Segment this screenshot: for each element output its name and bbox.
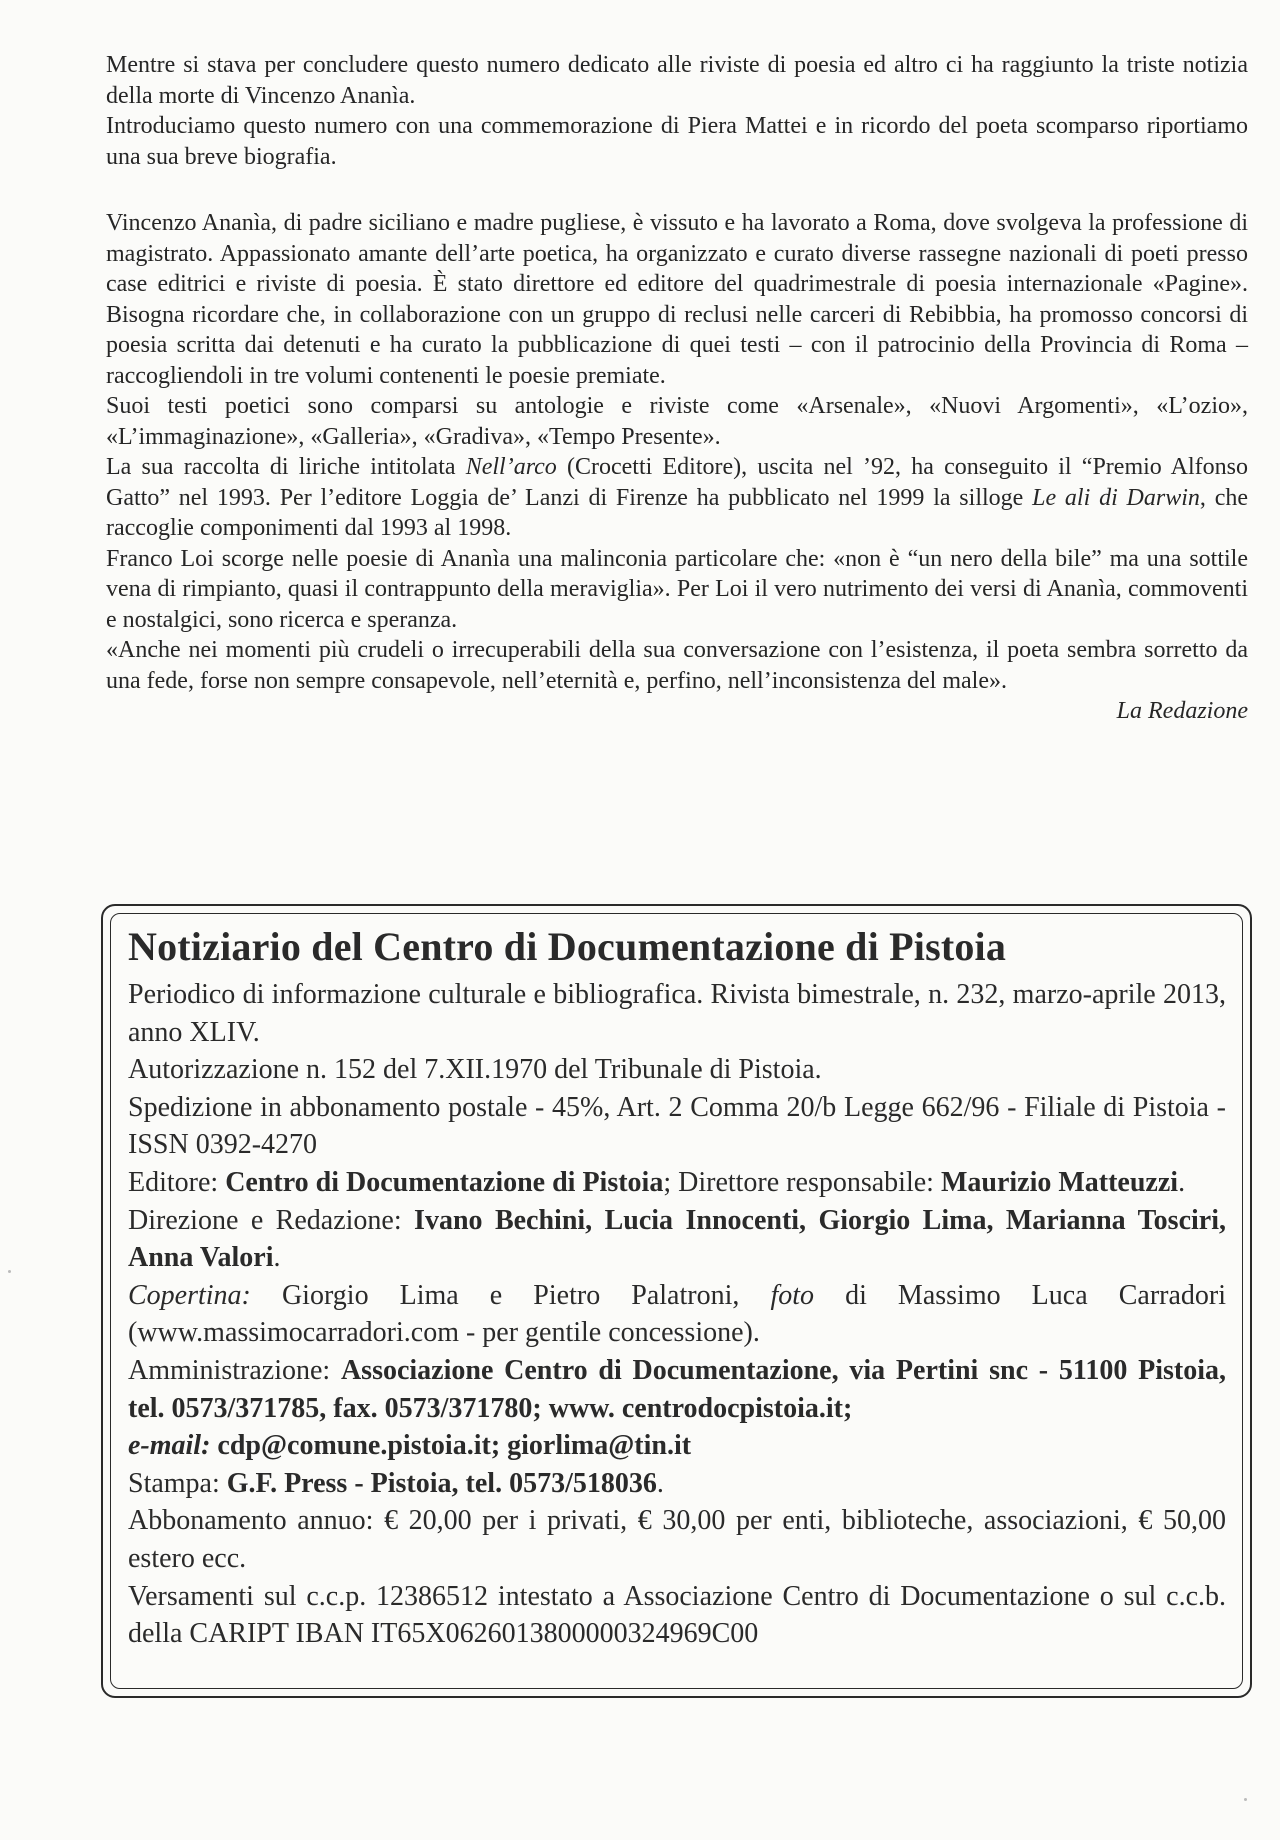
cover-label: Copertina: (128, 1279, 251, 1311)
bio-p3-text-a: La sua raccolta di liriche intitolata (106, 454, 466, 480)
colophon-payments: Versamenti sul c.c.p. 12386512 intestato a Associazione Centro di Documentazione o sul c.c.b. della CARIPT IBAN IT65X0626013800000324969C00 (128, 1580, 1226, 1650)
colophon-authorization: Autorizzazione n. 152 del 7.XII.1970 del Tribunale di Pistoia. (128, 1054, 822, 1086)
editor-label: Editore: (128, 1166, 226, 1198)
bio-paragraph-1: Vincenzo Ananìa, di padre siciliano e madre pugliese, è vissuto e ha lavorato a Roma, dove svolgeva la professione di magistrato. Appassionato amante dell’arte poetica, ha organizzato e curato diverse rassegne nazionali di poeti presso case editrici e riviste di poesia. È stato direttore ed editore del quadrimestrale di poesia internazionale «Pagine». Bisogna ricordare che, in collaborazione con un gruppo di reclusi nelle carceri di Rebibbia, ha promosso concorsi di poesia scritta dai detenuti e ha curato la pubblicazione di quei testi – con il patrocinio della Provincia di Roma – raccogliendoli in tre volumi contenenti le poesie premiate. (106, 210, 1248, 389)
admin-value: Associazione Centro di Documentazione, via Pertini snc - 51100 Pistoia, tel. 0573/371785, fax. 0573/371780; www. centrodocpistoia.it; (128, 1354, 1226, 1424)
email-label: e-mail: (128, 1430, 211, 1462)
colophon-box (101, 904, 1252, 1698)
editorial-value: Ivano Bechini, Lucia Innocenti, Giorgio Lima, Marianna Tosciri, Anna Valori (128, 1204, 1226, 1274)
director-value: Maurizio Matteuzzi (940, 1166, 1179, 1198)
colophon-print: Stampa: G.F. Press - Pistoia, tel. 0573/518036. (128, 1467, 664, 1499)
colophon-cover (128, 1277, 1226, 1352)
cover-text-a: Giorgio Lima e Pietro Palatroni, (250, 1279, 771, 1311)
editorial-label: Direzione e Redazione: (128, 1204, 415, 1236)
bio-p3-text-b: (Crocetti Editore), uscita nel ’92, ha conseguito il “Premio Alfonso Gatto” nel 1993. Per l’editore Loggia de’ Lanzi di Firenze ha pubblicato nel 1999 la silloge (106, 454, 1248, 511)
intro-paragraph-2: Introduciamo questo numero con una commemorazione di Piera Mattei e in ricordo del poeta scomparso riportiamo una sua breve biografia. (106, 113, 1248, 170)
colophon-admin (128, 1352, 1226, 1465)
book-title-nellarco: Nell’arco (465, 454, 557, 480)
paragraph-spacer (106, 172, 1248, 208)
book-title-le-ali-di-darwin: Le ali di Darwin (1032, 484, 1200, 511)
colophon-editor: Editore: Centro di Documentazione di Pistoia; Direttore responsabile: Maurizio Matteuzzi. (128, 1166, 1186, 1198)
colophon-periodical: Periodico di informazione culturale e bibliografica. Rivista bimestrale, n. 232, marzo-aprile 2013, anno XLIV. (128, 979, 1226, 1048)
scan-speck (1244, 1798, 1247, 1801)
email-value: cdp@comune.pistoia.it; giorlima@tin.it (210, 1430, 692, 1462)
cover-photo-label: foto (770, 1279, 814, 1311)
print-value: G.F. Press - Pistoia, tel. 0573/518036 (226, 1467, 657, 1499)
colophon-content (128, 922, 1226, 1653)
admin-label: Amministrazione: (128, 1354, 341, 1386)
cover-text-b: di Massimo Luca Carradori (www.massimocarradori.com - per gentile concessione). (128, 1279, 1226, 1349)
colophon-shipping: Spedizione in abbonamento postale - 45%, Art. 2 Comma 20/b Legge 662/96 - Filiale di Pistoia - ISSN 0392-4270 (128, 1091, 1226, 1161)
print-label: Stampa: (128, 1467, 227, 1499)
bio-paragraph-4: Franco Loi scorge nelle poesie di Ananìa una malinconia particolare che: «non è “un nero della bile” ma una sottile vena di rimpianto, quasi il contrappunto della meraviglia». Per Loi il vero nutrimento dei versi di Ananìa, commoventi e nostalgici, sono ricerca e speranza. (106, 545, 1248, 633)
bio-paragraph-5: «Anche nei momenti più crudeli o irrecuperabili della sua conversazione con l’esistenza, il poeta sembra sorretto da una fede, forse non sempre consapevole, nell’eternità e, perfino, nell’inconsistenza del male». (106, 637, 1248, 694)
bio-paragraph-2: Suoi testi poetici sono comparsi su antologie e riviste come «Arsenale», «Nuovi Argomenti», «L’ozio», «L’immaginazione», «Galleria», «Gradiva», «Tempo Presente». (106, 393, 1248, 450)
colophon-editorial: Direzione e Redazione: Ivano Bechini, Lucia Innocenti, Giorgio Lima, Marianna Tosciri, Anna Valori. (128, 1204, 1226, 1274)
editor-value: Centro di Documentazione di Pistoia (225, 1166, 664, 1198)
director-label: ; Direttore responsabile: (663, 1166, 941, 1198)
intro-paragraph-1: Mentre si stava per concludere questo numero dedicato alle riviste di poesia ed altro ci ha raggiunto la triste notizia della morte di Vincenzo Ananìa. (106, 52, 1248, 109)
colophon-subscription: Abbonamento annuo: € 20,00 per i privati, € 30,00 per enti, biblioteche, associazioni, € 50,00 estero ecc. (128, 1505, 1226, 1574)
signature: La Redazione (1116, 698, 1248, 724)
bio-paragraph-3 (106, 452, 1248, 544)
bio-p3-text-c: , che raccoglie componimenti dal 1993 al 1998. (106, 484, 1248, 541)
scan-speck (8, 1270, 11, 1273)
article-text (106, 50, 1248, 727)
colophon-title: Notiziario del Centro di Documentazione di Pistoia (128, 924, 1007, 969)
